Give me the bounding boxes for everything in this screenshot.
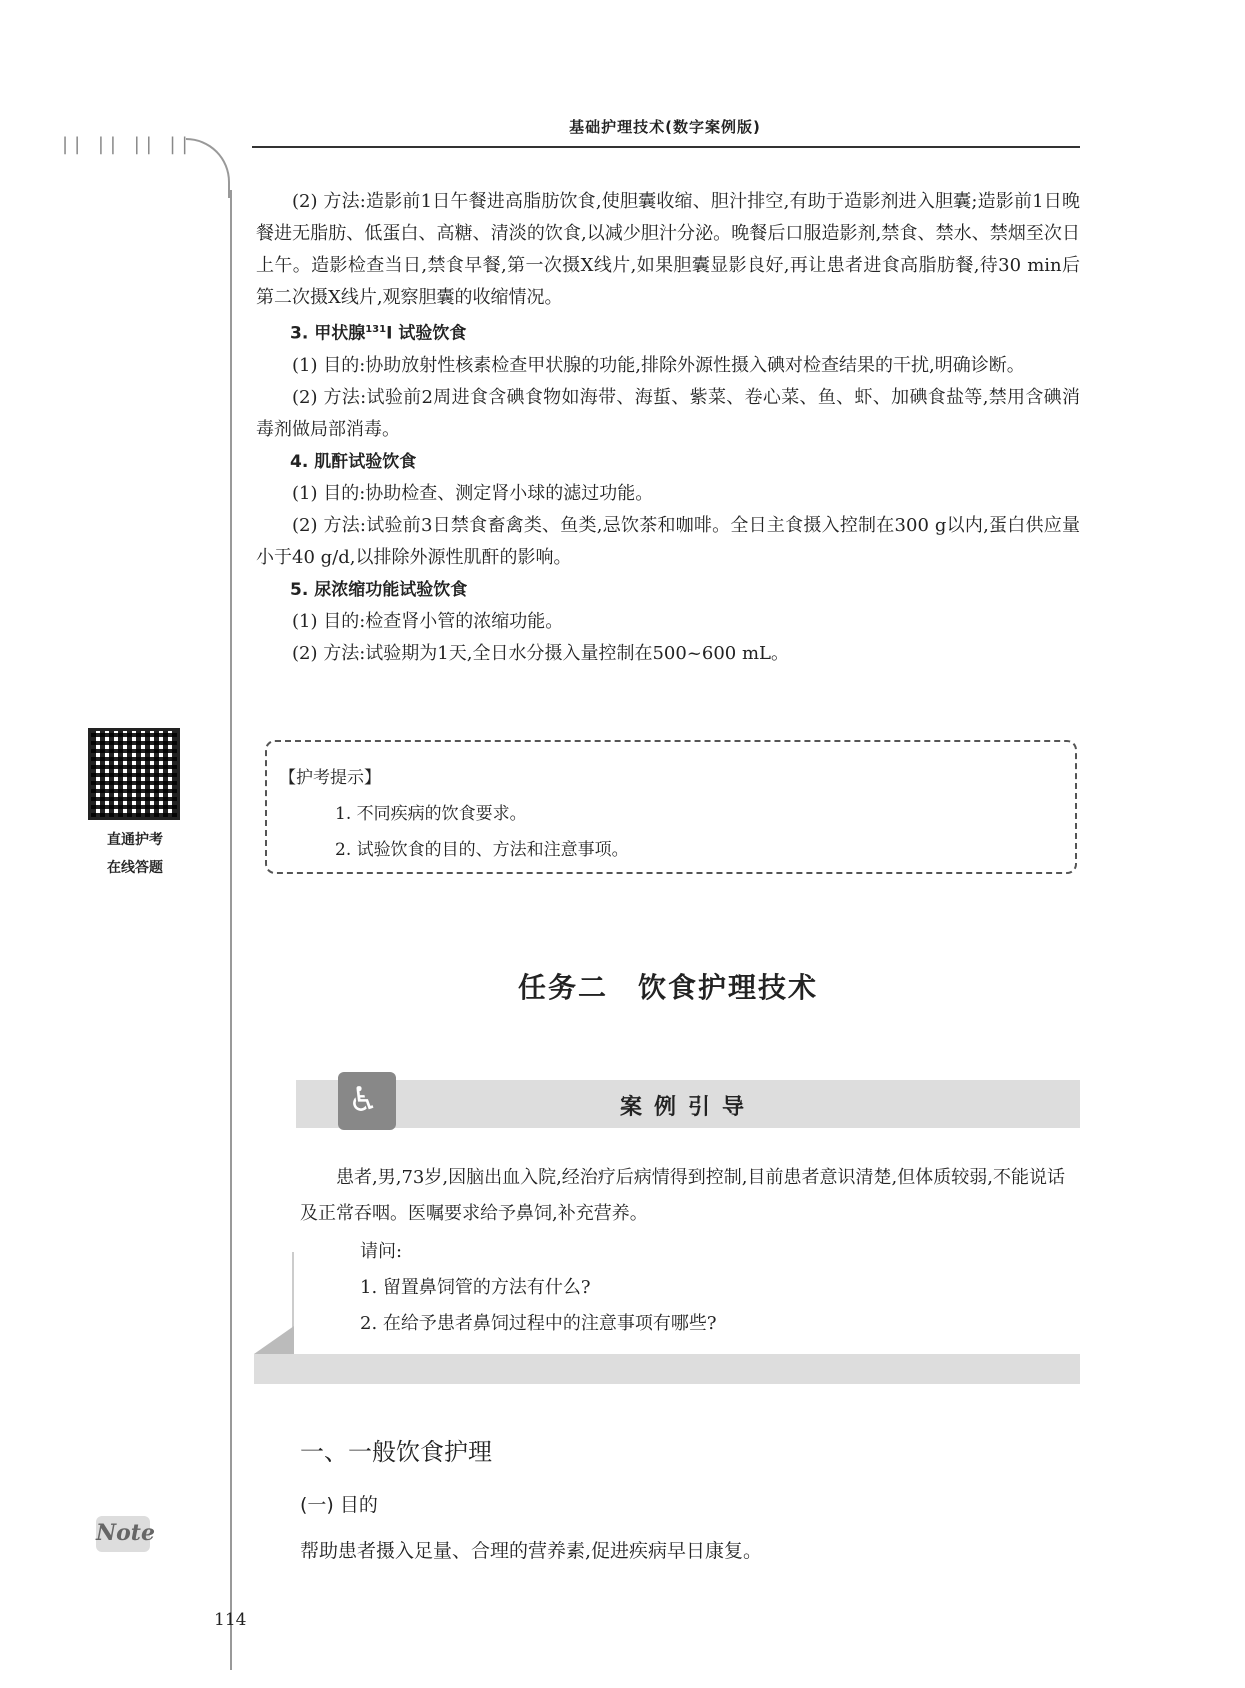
tip-content — [279, 760, 629, 868]
paragraph: (2) 方法:试验期为1天,全日水分摄入量控制在500~600 mL。 — [292, 642, 789, 664]
case-title: 案例引导 — [619, 1094, 756, 1120]
section-heading — [256, 314, 1080, 350]
case-text — [300, 1160, 1070, 1232]
case-question: 2. 在给予患者鼻饲过程中的注意事项有哪些? — [360, 1313, 717, 1334]
content-block — [256, 186, 1080, 670]
tip-title: 【护考提示】 — [279, 768, 381, 788]
margin-line — [230, 190, 232, 1670]
case-paragraph: 患者,男,73岁,因脑出血入院,经治疗后病情得到控制,目前患者意识清楚,但体质较弱,不能说话及正常吞咽。医嘱要求给予鼻饲,补充营养。 — [300, 1167, 1065, 1224]
task-title: 任务二 饮食护理技术 — [517, 971, 818, 1004]
heading-text: 3. 甲状腺 — [290, 323, 366, 344]
subsection-heading: (一) 目的 — [300, 1494, 378, 1516]
section-heading-main: 一、一般饮食护理 — [300, 1438, 492, 1466]
paragraph: (2) 方法:试验前3日禁食畜禽类、鱼类,忌饮茶和咖啡。全日主食摄入控制在300 g以内,蛋白供应量小于40 g/d,以排除外源性肌酐的影响。 — [256, 514, 1080, 568]
qr-label — [80, 826, 190, 882]
case-ask: 请问: — [360, 1241, 403, 1262]
section-heading: 5. 尿浓缩功能试验饮食 — [290, 579, 468, 600]
page-number: 114 — [214, 1610, 247, 1630]
margin-ticks: || || || || — [62, 134, 194, 155]
paragraph: (1) 目的:检查肾小管的浓缩功能。 — [292, 610, 564, 632]
margin-curve — [186, 138, 230, 198]
subsection-text: 帮助患者摄入足量、合理的营养素,促进疾病早日康复。 — [300, 1540, 763, 1562]
case-question: 1. 留置鼻饲管的方法有什么? — [360, 1277, 591, 1298]
case-corner — [254, 1326, 294, 1354]
tip-item: 2. 试验饮食的目的、方法和注意事项。 — [335, 840, 629, 860]
wheelchair-icon: ♿ — [338, 1072, 396, 1130]
qr-label-line: 直通护考 — [107, 832, 163, 848]
exam-tip-box — [265, 740, 1077, 874]
header-rule — [252, 146, 1080, 148]
section-heading: 4. 肌酐试验饮食 — [290, 451, 417, 472]
heading-text: I 试验饮食 — [386, 323, 467, 344]
heading-sup: 131 — [365, 324, 387, 335]
qr-label-line: 在线答题 — [107, 860, 163, 876]
qr-code-icon[interactable] — [88, 728, 180, 820]
book-title: 基础护理技术(数字案例版) — [569, 118, 761, 136]
tip-item: 1. 不同疾病的饮食要求。 — [335, 804, 527, 824]
note-label: Note — [96, 1520, 155, 1546]
paragraph: (1) 目的:协助检查、测定肾小球的滤过功能。 — [292, 482, 654, 504]
paragraph: (2) 方法:试验前2周进食含碘食物如海带、海蜇、紫菜、卷心菜、鱼、虾、加碘食盐等,禁用含碘消毒剂做局部消毒。 — [256, 386, 1080, 440]
paragraph: (2) 方法:造影前1日午餐进高脂肪饮食,使胆囊收缩、胆汁排空,有助于造影剂进入胆囊;造影前1日晚餐进无脂肪、低蛋白、高糖、清淡的饮食,以减少胆汁分泌。晚餐后口服造影剂,禁食、禁水、禁烟至次日上午。造影检查当日,禁食早餐,第一次摄X线片,如果胆囊显影良好,再让患者进食高脂肪餐,待30 min后第二次摄X线片,观察胆囊的收缩情况。 — [256, 191, 1080, 308]
paragraph: (1) 目的:协助放射性核素检查甲状腺的功能,排除外源性摄入碘对检查结果的干扰,明确诊断。 — [292, 354, 1025, 376]
case-bottom-band — [254, 1354, 1080, 1384]
case-questions — [360, 1234, 1070, 1342]
